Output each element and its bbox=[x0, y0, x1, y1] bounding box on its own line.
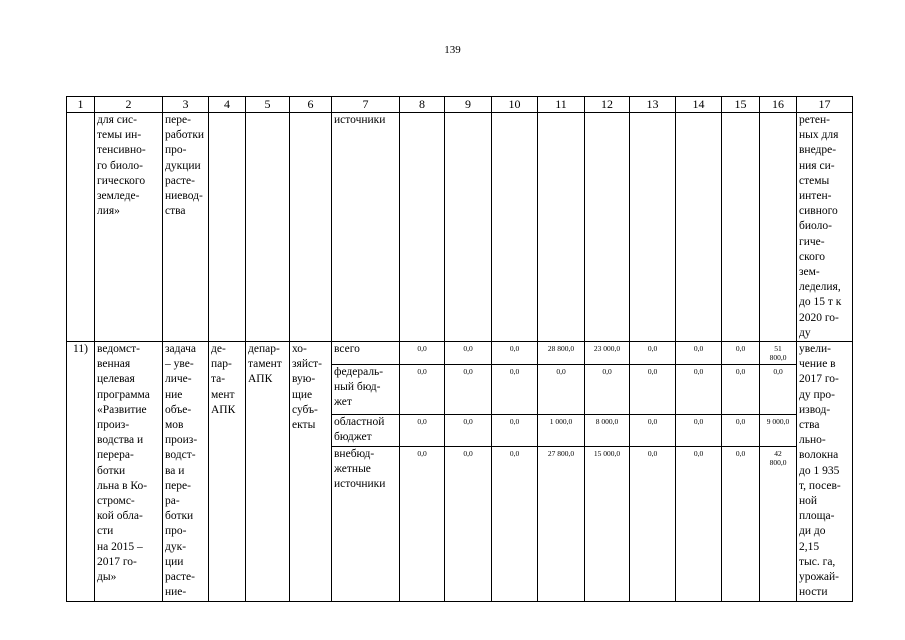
amount-cell-total-line: 42 bbox=[774, 448, 782, 458]
expected-result-line: чение в bbox=[799, 358, 836, 371]
amount-cell: 15 000,0 bbox=[585, 446, 630, 601]
cont-col-2-line: для сис- bbox=[97, 114, 137, 126]
expected-result-line: 2,15 bbox=[799, 540, 820, 553]
cont-col-9 bbox=[445, 113, 492, 342]
participants-line: зяйст- bbox=[292, 358, 322, 371]
cont-col-8 bbox=[400, 113, 445, 342]
cont-col-6 bbox=[290, 113, 332, 342]
cont-col-2-line: гического bbox=[97, 174, 146, 187]
expected-result-line: т, посев- bbox=[799, 479, 841, 492]
header-col-13: 13 bbox=[630, 97, 676, 113]
program-task-line: пере- bbox=[165, 479, 191, 492]
amount-cell: 0,0 bbox=[676, 364, 722, 414]
amount-cell-total-line: 800,0 bbox=[769, 457, 787, 467]
expected-result-line: ности bbox=[799, 586, 828, 599]
program-name-line: перера- bbox=[97, 449, 134, 462]
funding-source-line: жет bbox=[334, 395, 352, 408]
participants-line: екты bbox=[292, 419, 316, 432]
program-task-line: объе- bbox=[165, 403, 192, 416]
amount-cell: 0,0 bbox=[445, 414, 492, 446]
responsible-executor bbox=[246, 342, 290, 601]
program-name-line: 2017 го- bbox=[97, 555, 137, 568]
amount-cell: 0,0 bbox=[676, 414, 722, 446]
program-name-line: произ- bbox=[97, 419, 130, 432]
expected-result-line: увели- bbox=[799, 343, 831, 356]
amount-cell: 0,0 bbox=[400, 364, 445, 414]
amount-cell: 0,0 bbox=[722, 342, 760, 365]
program-task-line: про- bbox=[165, 525, 187, 538]
expected-result-line: до 1 935 bbox=[799, 464, 840, 477]
funding-source-line: бюджет bbox=[334, 430, 372, 443]
participants-line: вую- bbox=[292, 373, 316, 386]
expected-result-line: ства bbox=[799, 419, 820, 432]
expected-result-line: ду про- bbox=[799, 388, 835, 401]
cont-col-3-line: пере- bbox=[165, 114, 191, 126]
cont-col-13 bbox=[630, 113, 676, 342]
expected-result-line: льно- bbox=[799, 434, 826, 447]
header-col-6: 6 bbox=[290, 97, 332, 113]
cont-col-1 bbox=[67, 113, 95, 342]
cont-col-17-line: гиче- bbox=[799, 235, 825, 248]
funding-source-line: жетные bbox=[334, 463, 371, 476]
amount-cell: 0,0 bbox=[445, 342, 492, 365]
expected-result-line: урожай- bbox=[799, 571, 839, 584]
header-col-12: 12 bbox=[585, 97, 630, 113]
amount-cell-total-line: 51 bbox=[774, 344, 782, 354]
program-task-line: ва и bbox=[165, 464, 185, 477]
funding-row-total bbox=[67, 342, 853, 365]
program-name-line: водства и bbox=[97, 434, 144, 447]
amount-cell: 8 000,0 bbox=[585, 414, 630, 446]
program-name-line: целевая bbox=[97, 373, 135, 386]
program-name-line: на 2015 – bbox=[97, 540, 143, 553]
cont-col-17-line: 2020 го- bbox=[799, 311, 839, 324]
cont-col-17-line: сивного bbox=[799, 205, 838, 218]
header-col-7: 7 bbox=[332, 97, 400, 113]
amount-cell-total-line: 0,0 bbox=[773, 366, 783, 376]
header-col-11: 11 bbox=[538, 97, 585, 113]
expected-result-line: извод- bbox=[799, 403, 831, 416]
amount-cell: 0,0 bbox=[492, 414, 538, 446]
funding-source-line: внебюд- bbox=[334, 447, 375, 460]
cont-col-17-line: интен- bbox=[799, 190, 832, 203]
funding-source-line: источники bbox=[334, 478, 386, 491]
cont-col-10 bbox=[492, 113, 538, 342]
program-task bbox=[163, 342, 209, 601]
header-col-2: 2 bbox=[95, 97, 163, 113]
amount-cell: 0,0 bbox=[585, 364, 630, 414]
program-task-line: водст- bbox=[165, 449, 196, 462]
expected-result-line: ди до bbox=[799, 525, 826, 538]
participants-line: щие bbox=[292, 388, 313, 401]
amount-cell-total bbox=[760, 446, 797, 601]
amount-cell: 0,0 bbox=[492, 364, 538, 414]
coordinator-line: де- bbox=[211, 343, 226, 356]
amount-cell-total-line: 800,0 bbox=[769, 353, 787, 363]
table-body bbox=[67, 97, 853, 602]
cont-col-17-line: ду bbox=[799, 326, 811, 339]
cont-col-2-line: темы ин- bbox=[97, 129, 142, 142]
amount-cell: 0,0 bbox=[676, 446, 722, 601]
expected-result-line: тыс. га, bbox=[799, 555, 836, 568]
amount-cell-total bbox=[760, 414, 797, 446]
amount-cell: 0,0 bbox=[445, 364, 492, 414]
program-task-line: ра- bbox=[165, 495, 180, 508]
cont-col-16 bbox=[760, 113, 797, 342]
amount-cell: 1 000,0 bbox=[538, 414, 585, 446]
program-task-line: ботки bbox=[165, 510, 194, 523]
header-col-10: 10 bbox=[492, 97, 538, 113]
amount-cell: 23 000,0 bbox=[585, 342, 630, 365]
cont-col-17-line: леделия, bbox=[799, 281, 841, 294]
program-name-line: ботки bbox=[97, 464, 126, 477]
amount-cell: 0,0 bbox=[630, 342, 676, 365]
program-name-line: ведомст- bbox=[97, 343, 140, 356]
cont-col-12 bbox=[585, 113, 630, 342]
coordinator-line: пар- bbox=[211, 358, 232, 371]
header-col-1: 1 bbox=[67, 97, 95, 113]
cont-col-3-line: про- bbox=[165, 144, 187, 157]
funding-source bbox=[332, 364, 400, 414]
program-task-line: ние bbox=[165, 388, 183, 401]
program-name-line: «Развитие bbox=[97, 403, 147, 416]
header-col-3: 3 bbox=[163, 97, 209, 113]
responsible-executor-line: депар- bbox=[248, 343, 280, 356]
cont-col-3-line: расте- bbox=[165, 174, 195, 187]
program-task-line: ции bbox=[165, 555, 184, 568]
expected-result-line: площа- bbox=[799, 510, 835, 523]
program-name-line: льна в Ко- bbox=[97, 479, 148, 492]
program-table bbox=[66, 96, 853, 602]
header-col-15: 15 bbox=[722, 97, 760, 113]
funding-source bbox=[332, 342, 400, 365]
expected-result bbox=[797, 342, 853, 601]
participants-line: хо- bbox=[292, 343, 307, 356]
cont-col-2-line: земледе- bbox=[97, 190, 140, 203]
amount-cell: 0,0 bbox=[722, 414, 760, 446]
amount-cell: 0,0 bbox=[400, 342, 445, 365]
program-name-line: сти bbox=[97, 525, 114, 538]
program-task-line: задача bbox=[165, 343, 197, 356]
cont-col-17-line: ния си- bbox=[799, 159, 835, 172]
cont-col-17-line: стемы bbox=[799, 174, 830, 187]
amount-cell: 0,0 bbox=[722, 364, 760, 414]
cont-col-11 bbox=[538, 113, 585, 342]
program-name-line: венная bbox=[97, 358, 131, 371]
cont-col-17-line: зем- bbox=[799, 266, 820, 279]
program-name-line: программа bbox=[97, 388, 150, 401]
cont-col-3-line: ниевод- bbox=[165, 190, 203, 203]
program-name bbox=[95, 342, 163, 601]
program-task-line: ние- bbox=[165, 586, 187, 599]
program-name-line: стромс- bbox=[97, 495, 135, 508]
cont-col-2-line: тенсивно- bbox=[97, 144, 146, 157]
expected-result-line: волокна bbox=[799, 449, 839, 462]
amount-cell: 0,0 bbox=[492, 446, 538, 601]
funding-source-line: ный бюд- bbox=[334, 380, 381, 393]
amount-cell: 0,0 bbox=[400, 446, 445, 601]
amount-cell: 0,0 bbox=[722, 446, 760, 601]
cont-col-17-line: ретен- bbox=[799, 114, 830, 126]
coordinator-line: мент bbox=[211, 388, 235, 401]
cont-col-2-line: лия» bbox=[97, 205, 120, 218]
funding-source-line: федераль- bbox=[334, 365, 384, 378]
participants-line: субъ- bbox=[292, 403, 318, 416]
amount-cell: 28 800,0 bbox=[538, 342, 585, 365]
expected-result-line: ной bbox=[799, 495, 818, 508]
header-row bbox=[67, 97, 853, 113]
amount-cell-total-line: 9 000,0 bbox=[766, 416, 790, 426]
cont-col-17-line: ского bbox=[799, 250, 826, 263]
cont-col-3-line: ства bbox=[165, 205, 186, 218]
cont-col-2-line: го биоло- bbox=[97, 159, 143, 172]
cont-col-15 bbox=[722, 113, 760, 342]
amount-cell: 0,0 bbox=[492, 342, 538, 365]
coordinator-line: та- bbox=[211, 373, 226, 386]
responsible-executor-line: АПК bbox=[248, 373, 273, 386]
funding-source bbox=[332, 446, 400, 601]
coordinator bbox=[209, 342, 246, 601]
amount-cell: 0,0 bbox=[630, 414, 676, 446]
cont-col-17-line: до 15 т к bbox=[799, 296, 842, 309]
amount-cell: 0,0 bbox=[630, 446, 676, 601]
cont-col-14 bbox=[676, 113, 722, 342]
program-task-line: расте- bbox=[165, 571, 195, 584]
amount-cell: 0,0 bbox=[630, 364, 676, 414]
cont-col-5 bbox=[246, 113, 290, 342]
program-task-line: мов bbox=[165, 419, 184, 432]
amount-cell-total bbox=[760, 364, 797, 414]
program-task-line: произ- bbox=[165, 434, 198, 447]
coordinator-line: АПК bbox=[211, 403, 236, 416]
cont-col-17 bbox=[797, 113, 853, 342]
cont-col-17-line: внедре- bbox=[799, 144, 837, 157]
participants bbox=[290, 342, 332, 601]
header-col-4: 4 bbox=[209, 97, 246, 113]
program-name-line: ды» bbox=[97, 571, 117, 584]
program-task-line: – уве- bbox=[165, 358, 194, 371]
program-task-line: личе- bbox=[165, 373, 192, 386]
program-number: 11) bbox=[67, 342, 95, 601]
amount-cell: 27 800,0 bbox=[538, 446, 585, 601]
amount-cell: 0,0 bbox=[538, 364, 585, 414]
cont-col-7: источники bbox=[332, 113, 400, 342]
header-col-9: 9 bbox=[445, 97, 492, 113]
continuation-row bbox=[67, 113, 853, 342]
cont-col-17-line: ных для bbox=[799, 129, 839, 142]
expected-result-line: 2017 го- bbox=[799, 373, 839, 386]
responsible-executor-line: тамент bbox=[248, 358, 282, 371]
cont-col-2 bbox=[95, 113, 163, 342]
funding-source bbox=[332, 414, 400, 446]
program-task-line: дук- bbox=[165, 540, 187, 553]
cont-col-17-line: биоло- bbox=[799, 220, 832, 233]
header-col-16: 16 bbox=[760, 97, 797, 113]
funding-source-line: всего bbox=[334, 343, 360, 356]
program-name-line: кой обла- bbox=[97, 510, 143, 523]
header-col-14: 14 bbox=[676, 97, 722, 113]
header-col-17: 17 bbox=[797, 97, 853, 113]
cont-col-3 bbox=[163, 113, 209, 342]
amount-cell: 0,0 bbox=[400, 414, 445, 446]
amount-cell: 0,0 bbox=[676, 342, 722, 365]
amount-cell: 0,0 bbox=[445, 446, 492, 601]
amount-cell-total bbox=[760, 342, 797, 365]
header-col-5: 5 bbox=[246, 97, 290, 113]
cont-col-3-line: работки bbox=[165, 129, 205, 142]
cont-col-4 bbox=[209, 113, 246, 342]
page-number: 139 bbox=[444, 44, 461, 56]
header-col-8: 8 bbox=[400, 97, 445, 113]
cont-col-3-line: дукции bbox=[165, 159, 201, 172]
funding-source-line: областной bbox=[334, 415, 385, 428]
